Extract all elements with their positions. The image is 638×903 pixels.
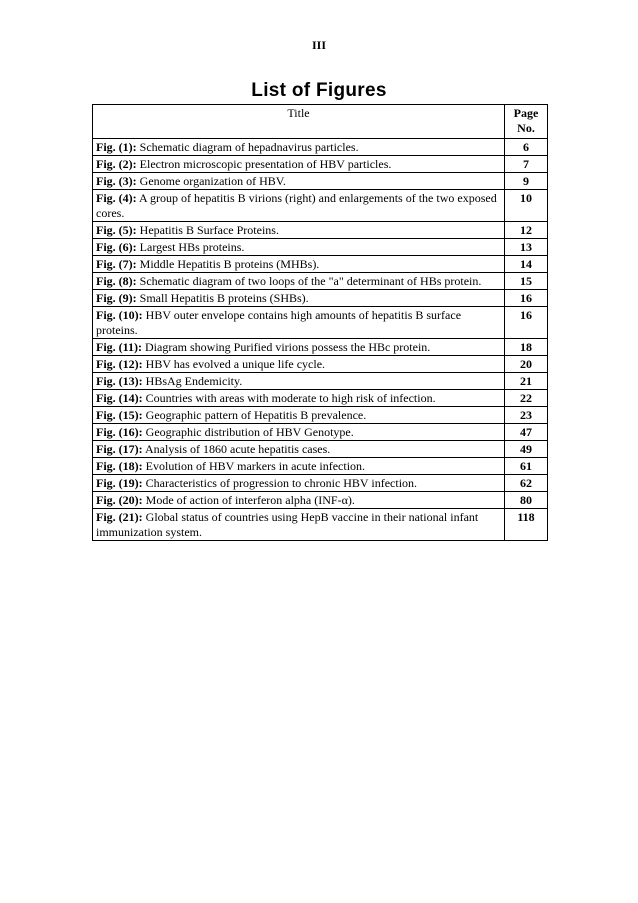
column-header-page: Page No. [505,105,548,139]
table-row [93,139,548,156]
figure-label: Fig. (2): [96,157,137,171]
figure-label: Fig. (12): [96,357,143,371]
table-row [93,222,548,239]
figure-title: Geographic distribution of HBV Genotype. [142,425,354,439]
figure-title: Schematic diagram of two loops of the "a" determinant of HBs protein. [136,274,482,288]
figure-label: Fig. (9): [96,291,137,305]
page-number: III [311,38,326,52]
figure-label: Fig. (4): [96,191,137,205]
figure-title: Mode of action of interferon alpha (INF-α). [142,493,355,507]
figure-title: A group of hepatitis B virions (right) and enlargements of the two exposed cores. [96,191,497,220]
figure-title-cell [93,256,505,273]
table-row [93,307,548,339]
figure-title: Schematic diagram of hepadnavirus particles. [136,140,359,154]
figure-title-cell [93,273,505,290]
table-row [93,156,548,173]
figure-title: HBsAg Endemicity. [142,374,243,388]
figure-title-cell [93,373,505,390]
figure-label: Fig. (5): [96,223,137,237]
figure-page-cell: 16 [505,290,548,307]
figure-label: Fig. (1): [96,140,137,154]
table-row [93,475,548,492]
figure-page-cell: 62 [505,475,548,492]
figure-title-cell [93,407,505,424]
figure-title-cell [93,290,505,307]
figure-page-cell: 12 [505,222,548,239]
table-row [93,458,548,475]
figure-label: Fig. (19): [96,476,143,490]
figure-label: Fig. (7): [96,257,137,271]
table-row [93,173,548,190]
figure-page-cell: 23 [505,407,548,424]
figure-page-cell: 18 [505,339,548,356]
figure-title: Characteristics of progression to chronic HBV infection. [142,476,418,490]
table-row [93,190,548,222]
figure-title-cell [93,424,505,441]
figure-title-cell [93,156,505,173]
figure-page-cell: 6 [505,139,548,156]
figure-page-cell: 13 [505,239,548,256]
figure-title: Genome organization of HBV. [136,174,286,188]
figure-title: Hepatitis B Surface Proteins. [136,223,279,237]
table-row [93,407,548,424]
figure-title: Global status of countries using HepB vaccine in their national infant immunization system. [96,510,479,539]
figure-label: Fig. (8): [96,274,137,288]
figure-page-cell: 7 [505,156,548,173]
figure-title-cell [93,475,505,492]
figure-label: Fig. (14): [96,391,143,405]
table-body [93,139,548,541]
figures-table [92,104,548,541]
figure-page-cell: 118 [505,509,548,541]
table-header-row [93,105,548,139]
figure-title: HBV outer envelope contains high amounts of hepatitis B surface proteins. [96,308,462,337]
figure-page-cell: 20 [505,356,548,373]
figure-page-cell: 16 [505,307,548,339]
figure-title: Geographic pattern of Hepatitis B prevalence. [142,408,367,422]
figure-title-cell [93,239,505,256]
figure-label: Fig. (6): [96,240,137,254]
figure-title: Small Hepatitis B proteins (SHBs). [136,291,309,305]
figure-title-cell [93,492,505,509]
figure-page-cell: 47 [505,424,548,441]
figure-title: Largest HBs proteins. [136,240,245,254]
figure-title-cell [93,441,505,458]
figure-title-cell [93,390,505,407]
table-row [93,256,548,273]
figure-label: Fig. (13): [96,374,143,388]
figure-title: Electron microscopic presentation of HBV particles. [136,157,392,171]
figure-label: Fig. (16): [96,425,143,439]
figure-title: HBV has evolved a unique life cycle. [142,357,326,371]
figure-title-cell [93,222,505,239]
figure-page-cell: 80 [505,492,548,509]
table-row [93,273,548,290]
figure-page-cell: 9 [505,173,548,190]
figure-label: Fig. (15): [96,408,143,422]
table-row [93,373,548,390]
table-row [93,290,548,307]
table-row [93,424,548,441]
figure-title: Evolution of HBV markers in acute infection. [142,459,366,473]
figure-title-cell [93,139,505,156]
table-row [93,339,548,356]
figure-title-cell [93,458,505,475]
figure-page-cell: 21 [505,373,548,390]
table-row [93,239,548,256]
figure-title-cell [93,173,505,190]
figure-label: Fig. (18): [96,459,143,473]
figure-page-cell: 14 [505,256,548,273]
figure-page-cell: 15 [505,273,548,290]
figure-title: Countries with areas with moderate to high risk of infection. [142,391,436,405]
table-row [93,356,548,373]
figure-label: Fig. (17): [96,442,143,456]
figure-title-cell [93,307,505,339]
figure-label: Fig. (21): [96,510,143,524]
table-row [93,390,548,407]
column-header-title: Title [93,105,505,139]
figure-title: Diagram showing Purified virions possess the HBc protein. [142,340,431,354]
table-row [93,509,548,541]
figure-title-cell [93,509,505,541]
figure-title-cell [93,190,505,222]
figure-label: Fig. (11): [96,340,142,354]
table-row [93,441,548,458]
figure-title: Analysis of 1860 acute hepatitis cases. [142,442,331,456]
table-row [93,492,548,509]
page-title: List of Figures [251,80,387,101]
figure-label: Fig. (20): [96,493,143,507]
figure-title: Middle Hepatitis B proteins (MHBs). [136,257,320,271]
figure-page-cell: 22 [505,390,548,407]
figure-page-cell: 10 [505,190,548,222]
figure-page-cell: 61 [505,458,548,475]
figure-label: Fig. (3): [96,174,137,188]
figure-title-cell [93,356,505,373]
figure-page-cell: 49 [505,441,548,458]
figure-title-cell [93,339,505,356]
figure-label: Fig. (10): [96,308,143,322]
